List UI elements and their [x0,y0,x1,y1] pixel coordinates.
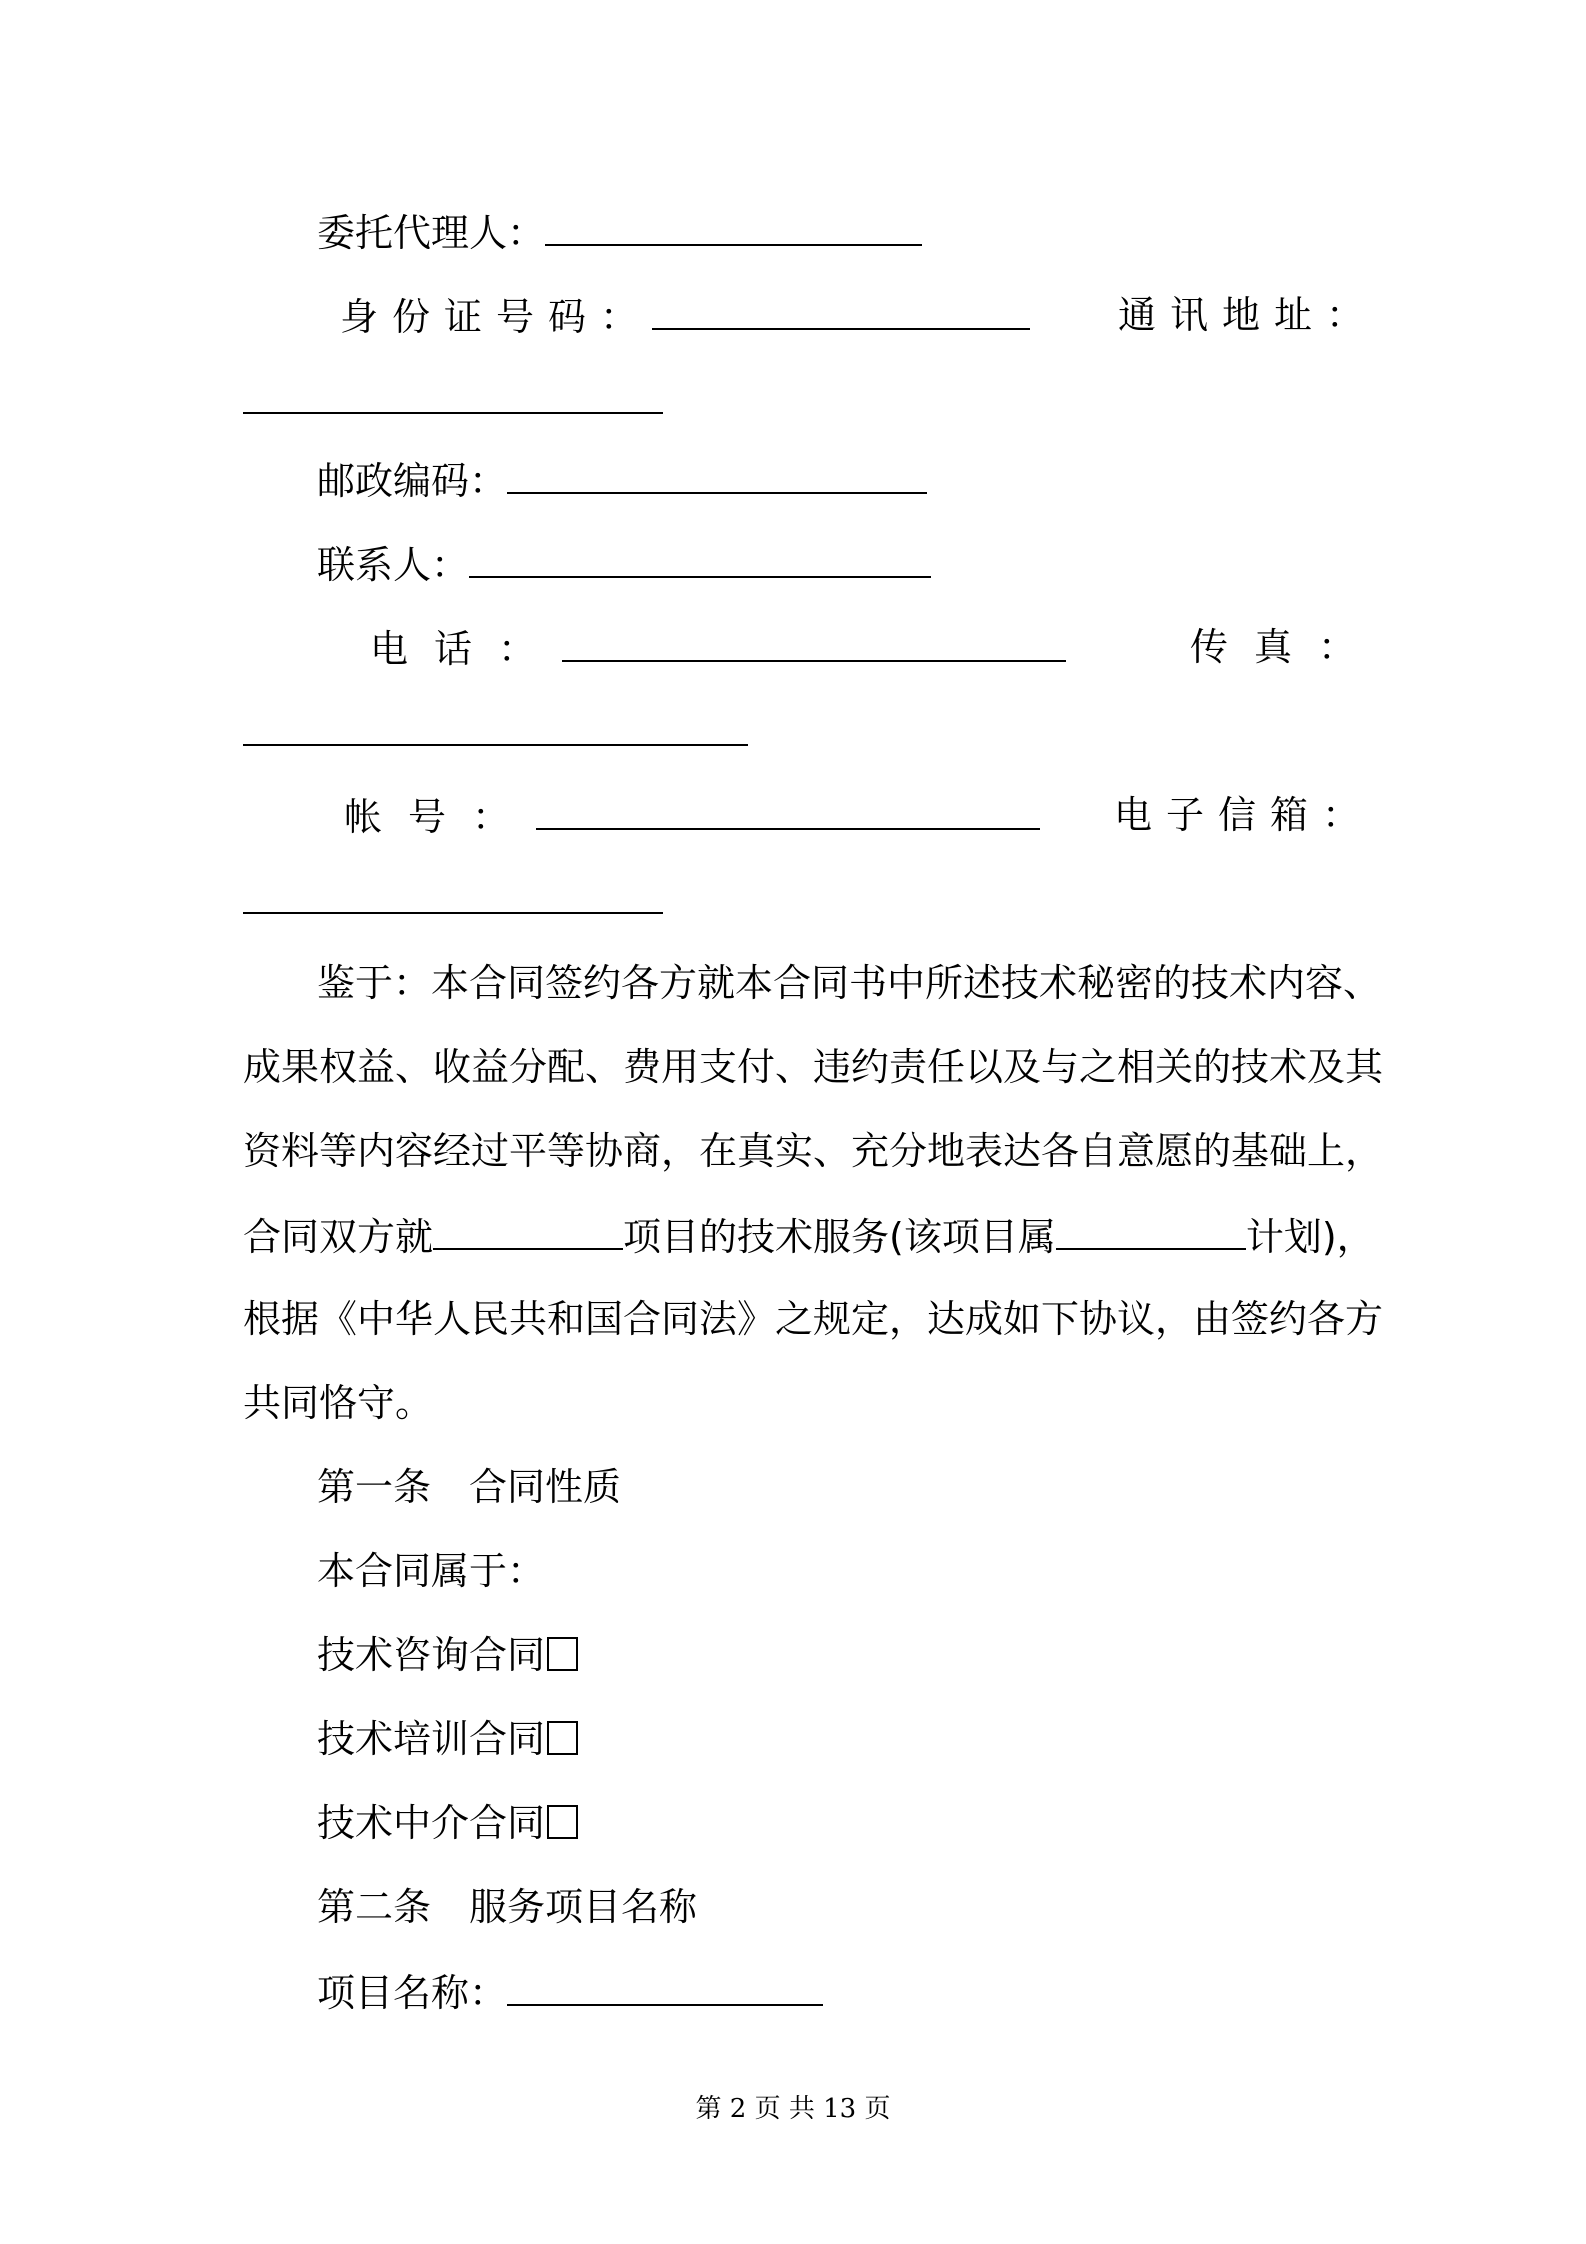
preamble-line-4-c: 计划)， [1245,1215,1375,1259]
email-field [1114,790,1374,840]
contact-field [317,538,931,590]
preamble-line-4-a: 合同双方就 [243,1215,434,1259]
article-2-title: 第二条 服务项目名称 [317,1885,698,1929]
agent-label: 委托代理人： [317,211,546,255]
training-checkbox[interactable] [547,1721,578,1755]
option-consulting [317,1630,578,1680]
email-blank [243,874,663,914]
contact-blank [469,538,931,578]
option-intermediary-label: 技术中介合同 [317,1801,546,1845]
email-blank-line [243,874,663,926]
fax-label: 传真： [1190,625,1383,669]
project-name-blank [507,1966,823,2006]
footer-prefix: 第 [695,2094,722,2124]
agent-blank [545,206,922,246]
postcode-label: 邮政编码： [317,459,508,503]
id-field [340,290,1030,342]
preamble-line-4-b: 项目的技术服务(该项目属 [623,1215,1056,1259]
preamble-line-1: 鉴于：本合同签约各方就本合同书中所述技术秘密的技术内容、 [317,961,1382,1005]
article-1-intro: 本合同属于： [317,1549,546,1593]
email-label: 电子信箱： [1114,793,1375,837]
preamble-line-5: 根据《中华人民共和国合同法》之规定，达成如下协议，由签约各方 [243,1297,1384,1341]
phone-field [370,622,1066,674]
project-name-field [317,1966,823,2018]
page-footer [0,2094,1586,2124]
option-training [317,1714,578,1764]
project-name-label: 项目名称： [317,1971,508,2015]
option-training-label: 技术培训合同 [317,1717,546,1761]
total-page-number: 13 [823,2094,857,2124]
preamble-line-2: 成果权益、收益分配、费用支付、违约责任以及与之相关的技术及其 [243,1045,1384,1089]
project-blank [433,1210,623,1250]
plan-blank [1056,1210,1246,1250]
option-consulting-label: 技术咨询合同 [317,1633,546,1677]
preamble-line-3: 资料等内容经过平等协商，在真实、充分地表达各自意愿的基础上， [243,1129,1384,1173]
address-blank [243,374,663,414]
account-blank [536,790,1040,830]
intermediary-checkbox[interactable] [547,1805,578,1839]
address-label: 通讯地址： [1118,293,1379,337]
footer-suffix: 页 [864,2094,891,2124]
fax-blank [243,706,748,746]
preamble-line-4 [243,1210,1375,1262]
article-1-title: 第一条 合同性质 [317,1465,622,1509]
preamble-line-6: 共同恪守。 [243,1381,434,1425]
address-blank-line [243,374,663,426]
fax-field [1190,622,1382,672]
postcode-field [317,454,927,506]
id-label: 身份证号码： [340,295,653,339]
footer-mid: 页 共 [754,2094,815,2124]
account-label: 帐号： [344,795,537,839]
address-field [1118,290,1378,340]
agent-field [317,206,922,258]
consulting-checkbox[interactable] [547,1637,578,1671]
id-blank [652,290,1030,330]
current-page-number: 2 [729,2094,747,2124]
option-intermediary [317,1798,578,1848]
phone-blank [562,622,1066,662]
postcode-blank [507,454,927,494]
account-field [344,790,1040,842]
contact-label: 联系人： [317,543,470,587]
fax-blank-line [243,706,748,758]
phone-label: 电话： [370,627,563,671]
